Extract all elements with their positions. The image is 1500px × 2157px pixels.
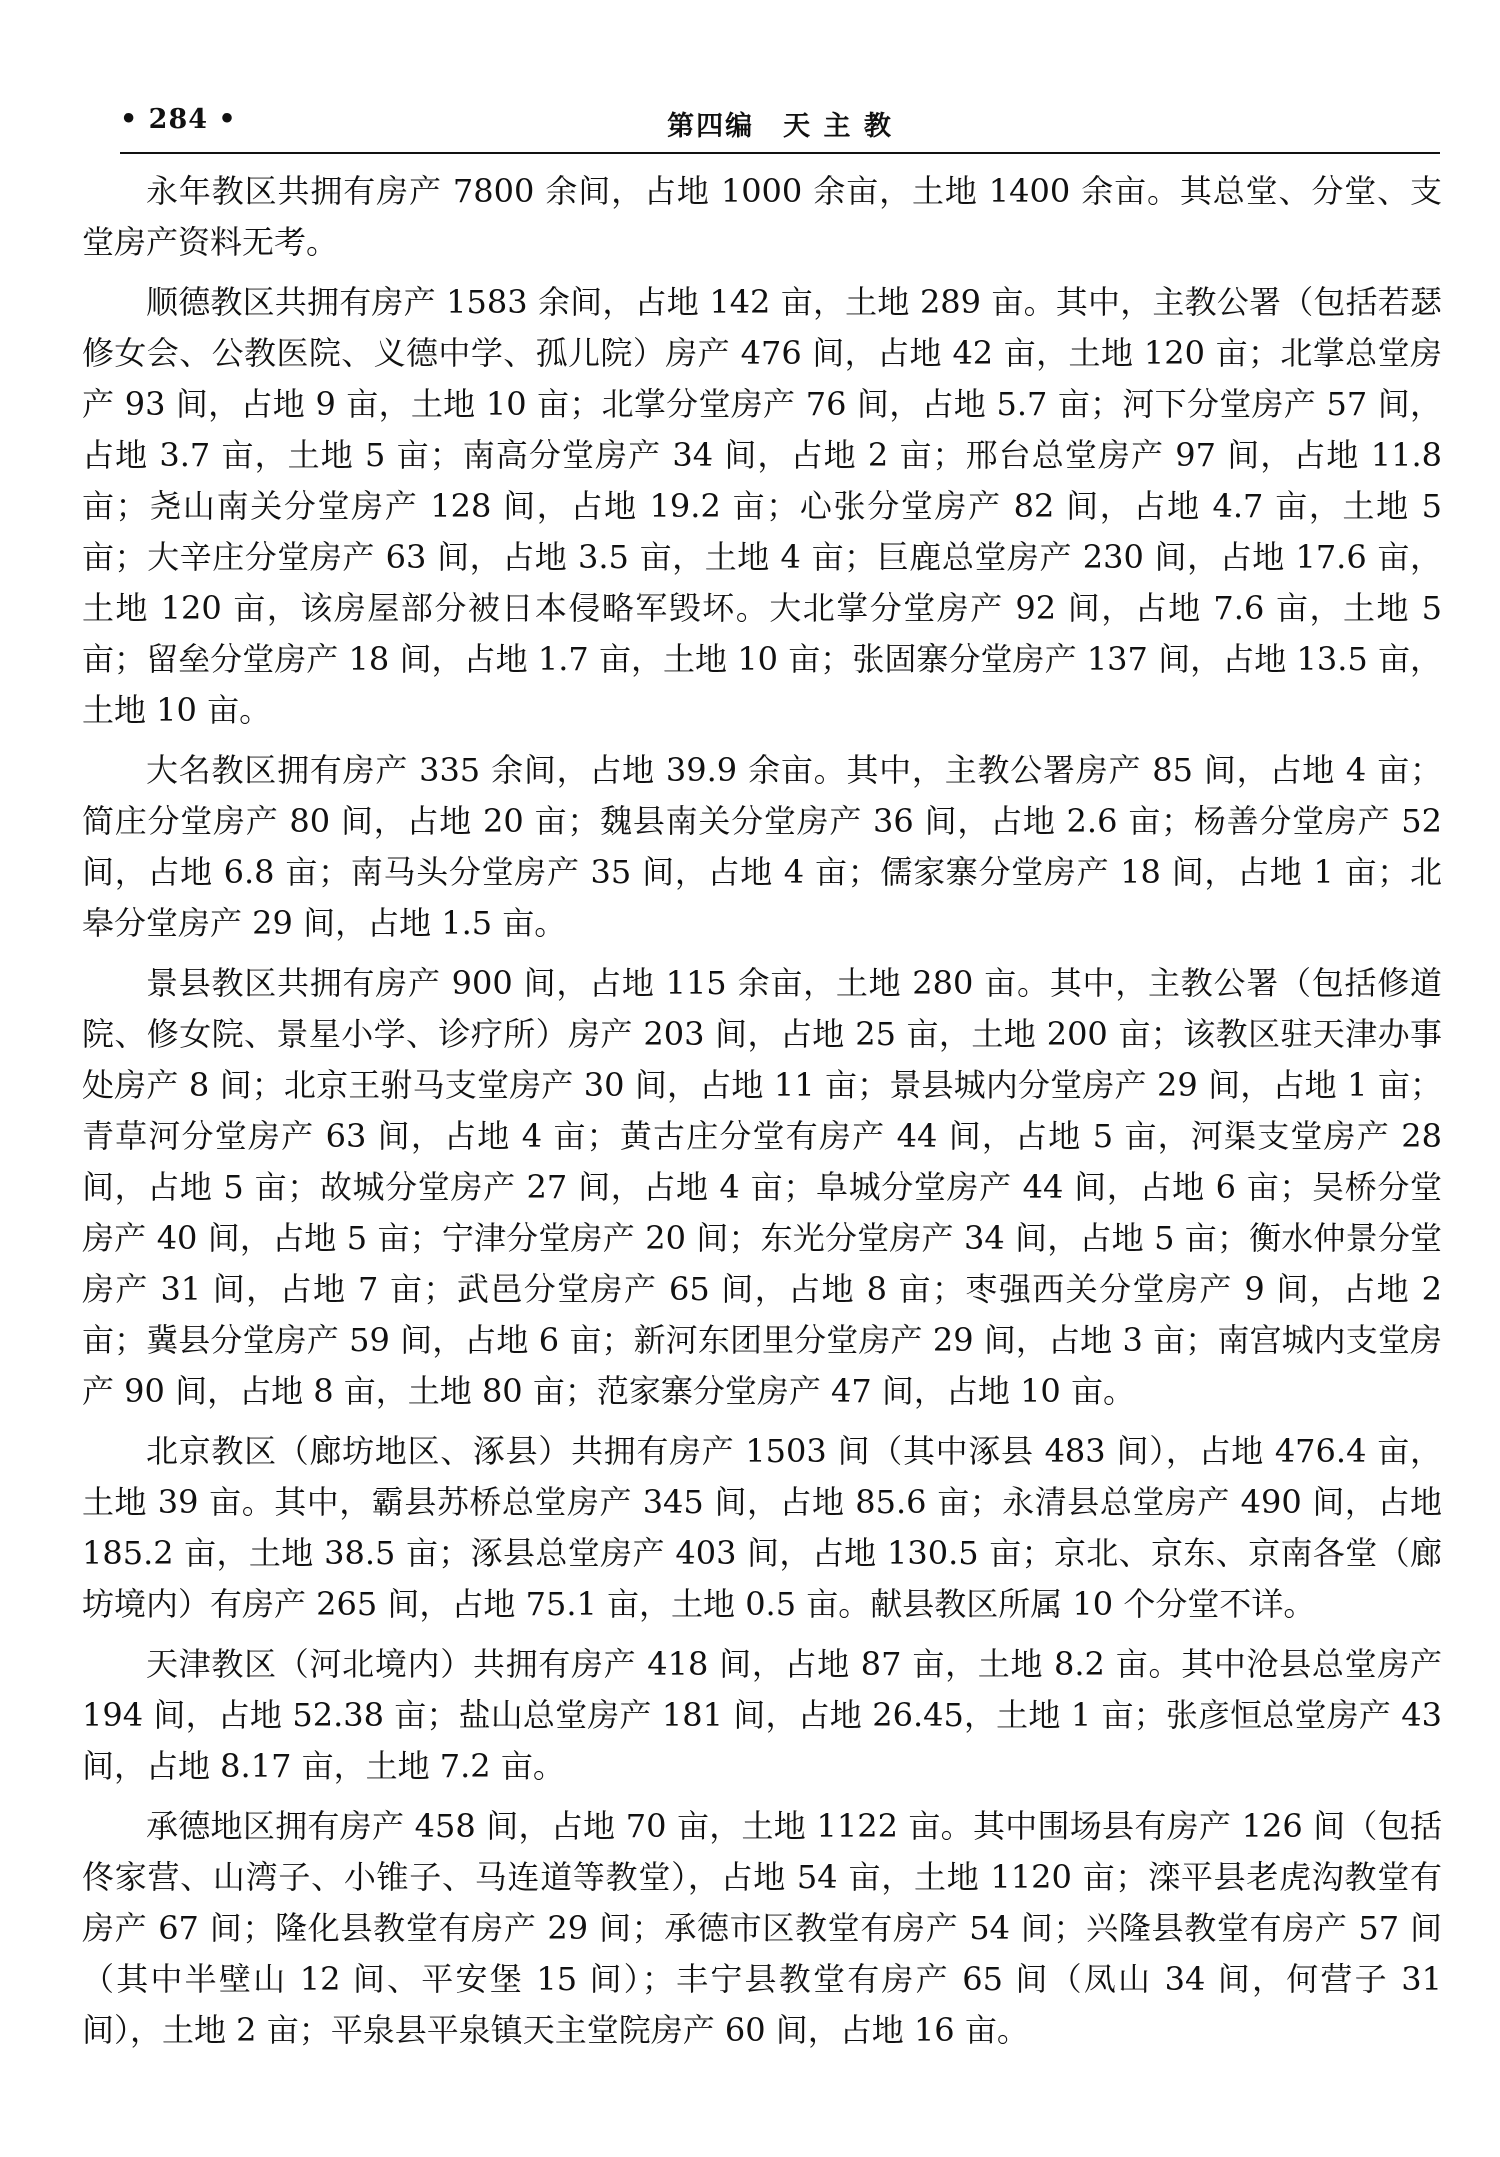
paragraph-yongnian: 永年教区共拥有房产 7800 余间，占地 1000 余亩，土地 1400 余亩。其总堂、分堂、支堂房产资料无考。 (82, 172, 1442, 261)
paragraph-chengde: 承德地区拥有房产 458 间，占地 70 亩，土地 1122 亩。其中围场县有房产 126 间（包括佟家营、山湾子、小锥子、马连道等教堂），占地 54 亩，土地 1120 亩；滦平县老虎沟教堂有房产 67 间；隆化县教堂有房产 29 间；承德市区教堂有房产 54 间；兴隆县教堂有房产 57 间（其中半壁山 12 间、平安堡 15 间）；丰宁县教堂有房产 65 间（凤山 34 间，何营子 31 间），土地 2 亩；平泉县平泉镇天主堂院房产 60 间，占地 16 亩。 (82, 1807, 1442, 2049)
page-number: • 284 • (120, 104, 237, 135)
paragraph-tianjin: 天津教区（河北境内）共拥有房产 418 间，占地 87 亩，土地 8.2 亩。其中沧县总堂房产 194 间，占地 52.38 亩；盐山总堂房产 181 间，占地 26.45，土地 1 亩；张彦恒总堂房产 43 间，占地 8.17 亩，土地 7.2 亩。 (82, 1645, 1442, 1785)
page-header (120, 104, 1440, 148)
body-text (82, 166, 1442, 2065)
header-rule (120, 152, 1440, 154)
running-title: 第四编 天 主 教 (667, 111, 893, 142)
paragraph-shunde: 顺德教区共拥有房产 1583 余间，占地 142 亩，土地 289 亩。其中，主教公署（包括若瑟修女会、公教医院、义德中学、孤儿院）房产 476 间，占地 42 亩，土地 120 亩；北掌总堂房产 93 间，占地 9 亩，土地 10 亩；北掌分堂房产 76 间，占地 5.7 亩；河下分堂房产 57 间，占地 3.7 亩，土地 5 亩；南高分堂房产 34 间，占地 2 亩；邢台总堂房产 97 间，占地 11.8 亩；尧山南关分堂房产 128 间，占地 19.2 亩；心张分堂房产 82 间，占地 4.7 亩，土地 5 亩；大辛庄分堂房产 63 间，占地 3.5 亩，土地 4 亩；巨鹿总堂房产 230 间，占地 17.6 亩，土地 120 亩，该房屋部分被日本侵略军毁坏。大北掌分堂房产 92 间，占地 7.6 亩，土地 5 亩；留垒分堂房产 18 间，占地 1.7 亩，土地 10 亩；张固寨分堂房产 137 间，占地 13.5 亩，土地 10 亩。 (82, 283, 1442, 729)
paragraph-daming: 大名教区拥有房产 335 余间，占地 39.9 余亩。其中，主教公署房产 85 间，占地 4 亩；简庄分堂房产 80 间，占地 20 亩；魏县南关分堂房产 36 间，占地 2.6 亩；杨善分堂房产 52 间，占地 6.8 亩；南马头分堂房产 35 间，占地 4 亩；儒家寨分堂房产 18 间，占地 1 亩；北皋分堂房产 29 间，占地 1.5 亩。 (82, 751, 1442, 942)
paragraph-beijing: 北京教区（廊坊地区、涿县）共拥有房产 1503 间（其中涿县 483 间），占地 476.4 亩，土地 39 亩。其中，霸县苏桥总堂房产 345 间，占地 85.6 亩；永清县总堂房产 490 间，占地 185.2 亩，土地 38.5 亩；涿县总堂房产 403 间，占地 130.5 亩；京北、京东、京南各堂（廊坊境内）有房产 265 间，占地 75.1 亩，土地 0.5 亩。献县教区所属 10 个分堂不详。 (82, 1432, 1442, 1623)
paragraph-jingxian: 景县教区共拥有房产 900 间，占地 115 余亩，土地 280 亩。其中，主教公署（包括修道院、修女院、景星小学、诊疗所）房产 203 间，占地 25 亩，土地 200 亩；该教区驻天津办事处房产 8 间；北京王驸马支堂房产 30 间，占地 11 亩；景县城内分堂房产 29 间，占地 1 亩；青草河分堂房产 63 间，占地 4 亩；黄古庄分堂有房产 44 间，占地 5 亩，河渠支堂房产 28 间，占地 5 亩；故城分堂房产 27 间，占地 4 亩；阜城分堂房产 44 间，占地 6 亩；吴桥分堂房产 40 间，占地 5 亩；宁津分堂房产 20 间；东光分堂房产 34 间，占地 5 亩；衡水仲景分堂房产 31 间，占地 7 亩；武邑分堂房产 65 间，占地 8 亩；枣强西关分堂房产 9 间，占地 2 亩；冀县分堂房产 59 间，占地 6 亩；新河东团里分堂房产 29 间，占地 3 亩；南宫城内支堂房产 90 间，占地 8 亩，土地 80 亩；范家寨分堂房产 47 间，占地 10 亩。 (82, 964, 1442, 1410)
